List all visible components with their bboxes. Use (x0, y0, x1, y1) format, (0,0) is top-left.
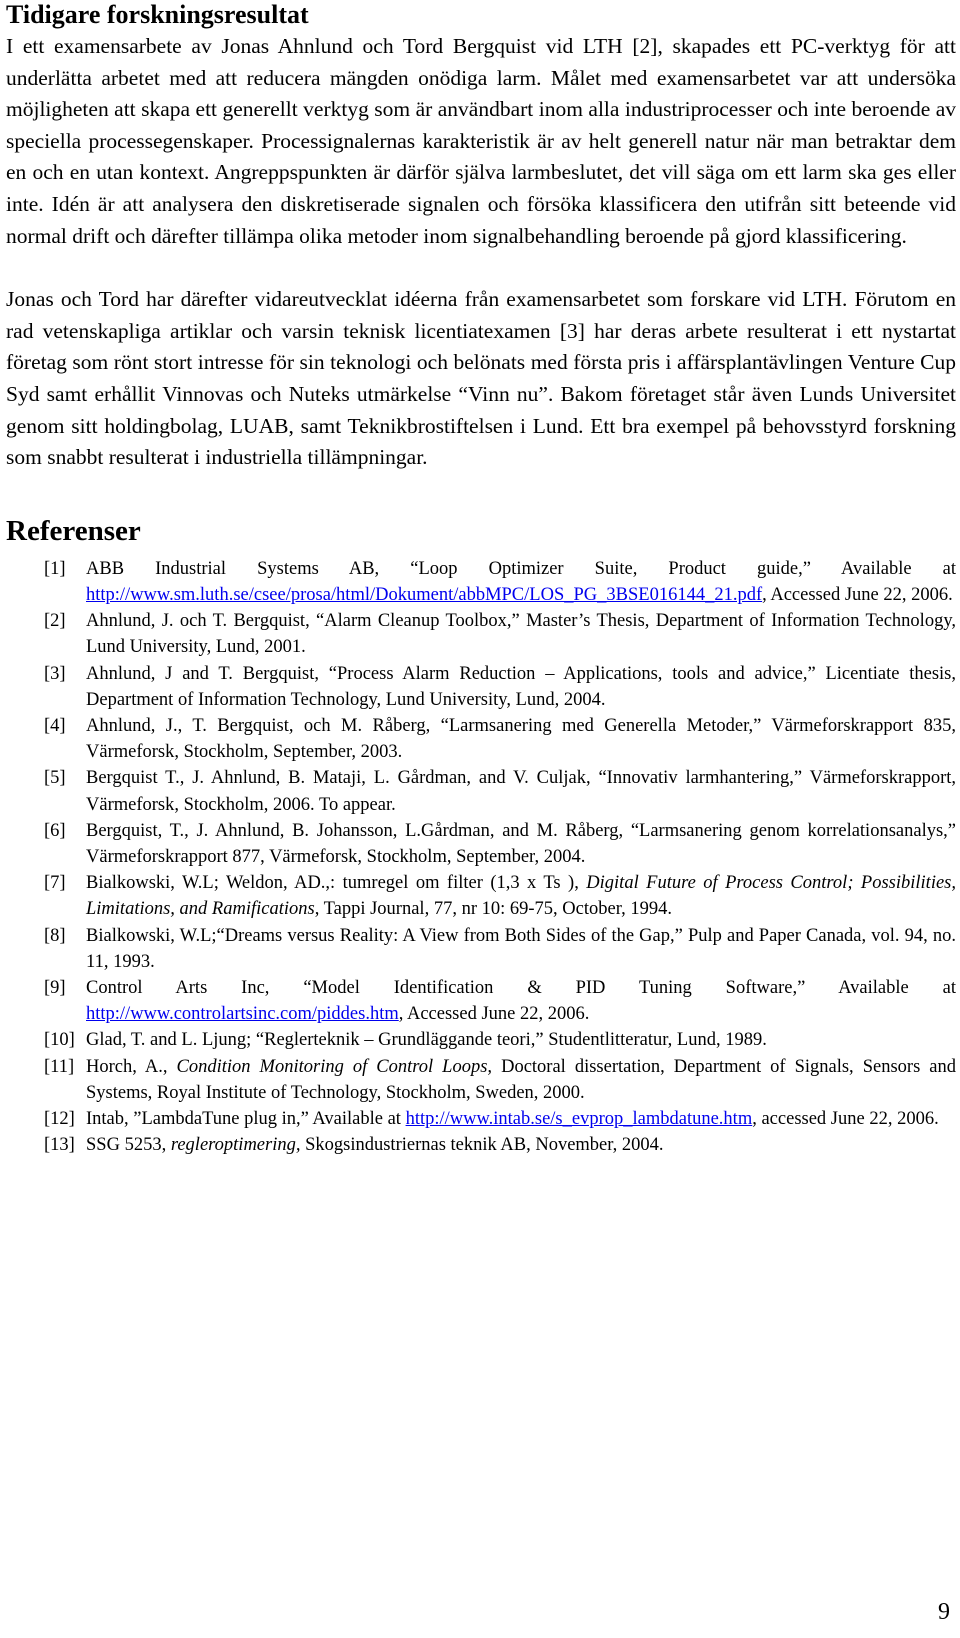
reference-item (6, 870, 956, 922)
reference-text: Ahnlund, J. och T. Bergquist, “Alarm Cleanup Toolbox,” Master’s Thesis, Department of Information Technology, Lund University, Lund, 2001. (86, 611, 956, 658)
reference-text: Horch, A., (86, 1056, 177, 1077)
reference-text: Ahnlund, J and T. Bergquist, “Process Alarm Reduction – Applications, tools and advice,” Licentiate thesis, Department of Information Technology, Lund University, Lund, 2004. (86, 663, 956, 710)
reference-text-tail: Doctoral dissertation, Department of Signals, Sensors and Systems, Royal Institute of Technology, Stockholm, Sweden, 2000. (86, 1056, 957, 1103)
reference-number: [3] (44, 663, 66, 684)
reference-text-tail: , Accessed June 22, 2006. (762, 584, 953, 605)
reference-text: Bergquist T., J. Ahnlund, B. Mataji, L. Gårdman, and V. Culjak, “Innovativ larmhantering,” Värmeforskrapport, Värmeforsk, Stockholm, 2006. To appear. (86, 768, 956, 815)
reference-number: [5] (44, 768, 66, 789)
reference-item (6, 661, 956, 713)
reference-item (6, 765, 956, 817)
reference-number: [4] (44, 715, 66, 736)
reference-number: [1] (44, 558, 66, 579)
reference-item (6, 1132, 956, 1158)
reference-number: [8] (44, 925, 66, 946)
reference-number: [11] (44, 1056, 75, 1077)
reference-number: [12] (44, 1108, 75, 1129)
reference-item (6, 1027, 956, 1053)
reference-text-tail: Skogsindustriernas teknik AB, November, 2004. (300, 1135, 664, 1156)
reference-item (6, 608, 956, 660)
reference-list (6, 556, 956, 1159)
reference-text-tail: , Accessed June 22, 2006. (398, 1004, 590, 1025)
document-page (6, 0, 956, 1158)
body-paragraph-1: I ett examensarbete av Jonas Ahnlund och Tord Bergquist vid LTH [2], skapades ett PC-verktyg för att underlätta arbetet med att reducera mängden onödiga larm. Målet med examensarbetet var att undersöka möjligheten att skapa ett generellt verktyg som är användbart inom alla industriprocesser och inte beroende av speciella processegenskaper. Processignalernas karakteristik är av helt generell natur när man betraktar dem en och en utan kontext. Angreppspunkten är därför själva larmbeslutet, det vill säga om ett larm ska ges eller inte. Idén är att analysera den diskretiserade signalen och försöka klassificera den utifrån sitt beteende vid normal drift och därefter tillämpa olika metoder inom signalbehandling beroende på gjord klassificering. (6, 34, 956, 248)
reference-text: ABB Industrial Systems AB, “Loop Optimizer Suite, Product guide,” Available at (86, 558, 956, 579)
reference-item (6, 1106, 956, 1132)
references-heading: Referenser (6, 514, 141, 547)
reference-item (6, 713, 956, 765)
reference-number: [6] (44, 820, 66, 841)
reference-text: Bergquist, T., J. Ahnlund, B. Johansson, L.Gårdman, and M. Råberg, “Larmsanering genom korrelationsanalys,” Värmeforskrapport 877, Värmeforsk, Stockholm, September, 2004. (86, 820, 956, 867)
reference-item (6, 818, 956, 870)
reference-link[interactable]: http://www.sm.luth.se/csee/prosa/html/Dokument/abbMPC/LOS_PG_3BSE016144_21.pdf (86, 584, 763, 605)
reference-title-italic: Digital Future of Process Control; Possibilities, Limitations, and Ramifications (86, 873, 956, 920)
reference-text: Bialkowski, W.L; Weldon, AD.,: tumregel om filter (1,3 x Ts ), (86, 873, 587, 894)
reference-item (6, 1054, 956, 1106)
page-number: 9 (938, 1599, 950, 1625)
reference-text: SSG 5253, (86, 1135, 171, 1156)
reference-text: Glad, T. and L. Ljung; “Reglerteknik – Grundläggande teori,” Studentlitteratur, Lund, 1989. (86, 1030, 767, 1051)
reference-item (6, 923, 956, 975)
body-paragraph-2: Jonas och Tord har därefter vidareutvecklat idéerna från examensarbetet som forskare vid LTH. Förutom en rad vetenskapliga artiklar och varsin teknisk licentiatexamen [3] har deras arbete resulterat i ett nystartat företag som rönt stort intresse för sin teknologi och belönats med första pris i affärsplantävlingen Venture Cup Syd samt erhållit Vinnovas och Nuteks utmärkelse “Vinn nu”. Bakom företaget står även Lunds Universitet genom sitt holdingbolag, LUAB, samt Teknikbrostiftelsen i Lund. Ett bra exempel på behovsstyrd forskning som snabbt resulterat i industriella tillämpningar. (6, 287, 956, 470)
reference-number: [9] (44, 977, 66, 998)
reference-text-tail: , Tappi Journal, 77, nr 10: 69-75, October, 1994. (314, 899, 672, 920)
reference-text: Control Arts Inc, “Model Identification & PID Tuning Software,” Available at (86, 977, 956, 998)
reference-title-italic: regleroptimering, (170, 1135, 301, 1156)
reference-item (6, 975, 956, 1027)
section-heading: Tidigare forskningsresultat (6, 0, 309, 29)
reference-number: [7] (44, 873, 66, 894)
reference-text: Ahnlund, J., T. Bergquist, och M. Råberg, “Larmsanering med Generella Metoder,” Värmeforskrapport 835, Värmeforsk, Stockholm, September, 2003. (86, 715, 956, 763)
reference-text: Bialkowski, W.L;“Dreams versus Reality: A View from Both Sides of the Gap,” Pulp and Paper Canada, vol. 94, no. 11, 1993. (86, 925, 956, 972)
reference-text: Intab, ”LambdaTune plug in,” Available at (86, 1108, 406, 1129)
reference-text-tail: , accessed June 22, 2006. (752, 1108, 939, 1129)
reference-link[interactable]: http://www.controlartsinc.com/piddes.htm (86, 1004, 399, 1025)
reference-item (6, 556, 956, 608)
reference-number: [10] (44, 1030, 75, 1051)
reference-link[interactable]: http://www.intab.se/s_evprop_lambdatune.htm (405, 1108, 753, 1129)
reference-title-italic: Condition Monitoring of Control Loops, (176, 1056, 493, 1077)
reference-number: [13] (44, 1135, 75, 1156)
reference-number: [2] (44, 611, 66, 632)
